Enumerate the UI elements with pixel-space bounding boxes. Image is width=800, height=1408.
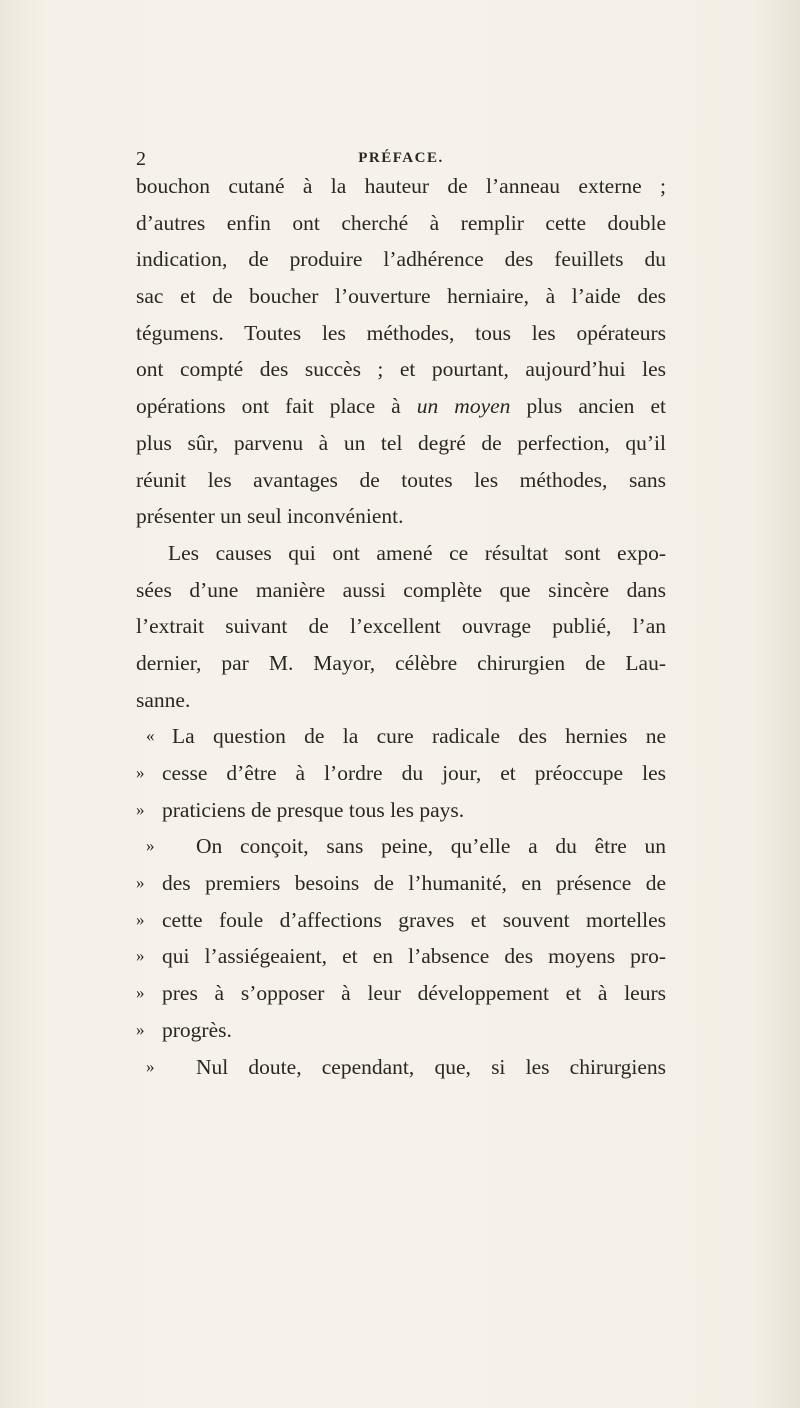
text-line: sac et de boucher l’ouverture herniaire, à l’aide des <box>136 284 666 309</box>
quote-text: pres à s’opposer à leur développement et à leurs <box>162 981 666 1006</box>
quote-line <box>136 755 666 792</box>
quote-mark: » <box>136 983 145 1003</box>
quote-mark: « <box>146 726 155 746</box>
text-line: bouchon cutané à la hauteur de l’anneau externe ; <box>136 174 666 198</box>
text-line: l’extrait suivant de l’excellent ouvrage publié, l’an <box>136 614 666 639</box>
text-line: Les causes qui ont amené ce résultat sont expo- <box>168 540 666 565</box>
quote-line <box>136 792 666 829</box>
text-line: tégumens. Toutes les méthodes, tous les opérateurs <box>136 320 666 345</box>
running-title: PRÉFACE. <box>358 150 444 166</box>
text-line-with-italic <box>136 388 666 425</box>
quote-line <box>136 938 666 975</box>
quote-line <box>136 975 666 1012</box>
text-line: présenter un seul inconvénient. <box>136 504 404 529</box>
quote-text: cesse d’être à l’ordre du jour, et préoccupe les <box>162 761 666 785</box>
quote-text: praticiens de presque tous les pays. <box>162 797 465 822</box>
italic-phrase: un moyen <box>416 394 511 419</box>
quote-mark: » <box>146 1056 155 1076</box>
body-text <box>136 168 666 1085</box>
text-line: plus sûr, parvenu à un tel degré de perfection, qu’il <box>136 430 666 455</box>
text-line: réunit les avantages de toutes les méthodes, sans <box>136 467 666 492</box>
quote-mark: » <box>136 1019 145 1039</box>
quote-line <box>136 902 666 939</box>
text-line: dernier, par M. Mayor, célèbre chirurgien de Lau- <box>136 650 666 675</box>
quote-text: La question de la cure radicale des hernies ne <box>172 724 666 749</box>
quote-mark: » <box>136 873 145 893</box>
quote-line <box>136 828 666 865</box>
quote-mark: » <box>146 836 155 856</box>
quote-text: Nul doute, cependant, que, si les chirurgiens <box>196 1054 666 1079</box>
quote-line <box>136 718 666 755</box>
quote-line <box>136 865 666 902</box>
text-line: d’autres enfin ont cherché à remplir cette double <box>136 210 666 235</box>
quote-mark: » <box>136 909 145 929</box>
quote-line <box>136 1012 666 1049</box>
text-line: indication, de produire l’adhérence des feuillets du <box>136 247 666 272</box>
text-line: sanne. <box>136 687 191 712</box>
text-span: plus ancien et <box>510 394 666 419</box>
page-number: 2 <box>136 148 146 170</box>
quote-text: des premiers besoins de l’humanité, en présence de <box>162 871 666 896</box>
quote-mark: » <box>136 946 145 966</box>
quote-mark: » <box>136 799 145 819</box>
text-span: opérations ont fait place à <box>136 394 417 419</box>
quote-text: qui l’assiégeaient, et en l’absence des moyens pro- <box>162 944 666 969</box>
quote-text: On conçoit, sans peine, qu’elle a du être un <box>196 834 666 859</box>
text-line: sées d’une manière aussi complète que sincère dans <box>136 577 666 602</box>
quote-text: cette foule d’affections graves et souvent mortelles <box>162 907 666 932</box>
quote-line <box>136 1049 666 1086</box>
quote-mark: » <box>136 763 145 782</box>
quote-text: progrès. <box>162 1017 232 1042</box>
text-line: ont compté des succès ; et pourtant, aujourd’hui les <box>136 357 666 382</box>
